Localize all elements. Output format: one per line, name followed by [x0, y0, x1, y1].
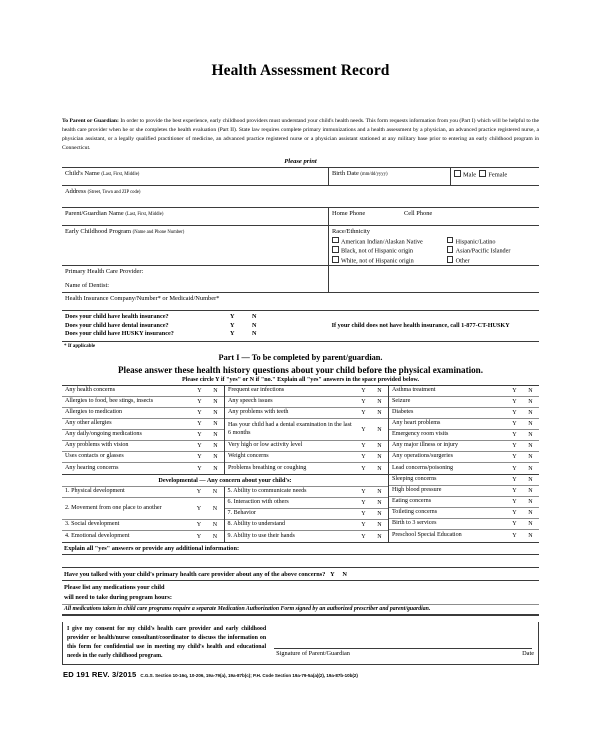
- no-option[interactable]: N: [377, 511, 382, 518]
- no-option[interactable]: N: [528, 465, 533, 472]
- primary-provider-field[interactable]: Primary Health Care Provider:: [65, 268, 144, 276]
- table-row[interactable]: [389, 508, 539, 519]
- child-name-field[interactable]: [62, 168, 329, 185]
- birth-date-hint: (mm/dd/yyyy): [360, 172, 388, 178]
- health-history-table: [62, 385, 539, 475]
- no-option[interactable]: N: [377, 500, 382, 507]
- yes-option[interactable]: Y: [197, 388, 202, 395]
- no-option[interactable]: N: [212, 489, 218, 496]
- table-row[interactable]: [389, 419, 539, 430]
- developmental-item-label: 9. Ability to use their hands: [227, 532, 295, 539]
- no-option[interactable]: N: [377, 410, 382, 417]
- insurance-question-label: Does your child have dental insurance?: [65, 321, 169, 329]
- table-row[interactable]: [62, 531, 224, 542]
- no-option[interactable]: N: [213, 388, 218, 395]
- insurance-question-husky: [65, 330, 329, 339]
- row-address: [62, 185, 539, 207]
- yes-option[interactable]: Y: [361, 443, 366, 450]
- insurance-yes-option[interactable]: Y: [230, 312, 235, 320]
- parent-guardian-intro: [62, 117, 539, 153]
- developmental-item-label: Preschool Special Education: [392, 531, 462, 538]
- insurance-no-option[interactable]: N: [252, 312, 257, 320]
- insurance-question-list: [62, 313, 329, 339]
- table-row[interactable]: [62, 520, 224, 531]
- part1-subheading: Please answer these health history questions about your child before the physical examination.: [117, 364, 484, 375]
- signature-line[interactable]: [274, 648, 532, 649]
- developmental-item-label: High blood pressure: [392, 487, 442, 494]
- developmental-item-label: 3. Social development: [65, 521, 120, 528]
- developmental-banner: Developmental — Any concern about your child's:: [62, 475, 388, 487]
- medication-authorization-note: All medications taken in child care programs require a separate Medication Authorization Form signed by an authorized prescriber and parent/guardian.: [62, 604, 539, 615]
- provider-discussion-label: Have you talked with your child's primary health care provider about any of the above concerns?: [64, 570, 326, 578]
- no-option[interactable]: N: [377, 426, 382, 433]
- sex-field[interactable]: [451, 168, 539, 185]
- sex-male-label: Male: [463, 171, 477, 179]
- birth-date-label: Birth Date: [332, 170, 359, 178]
- table-row[interactable]: [62, 397, 224, 408]
- row-providers: [62, 265, 539, 292]
- no-option[interactable]: N: [528, 488, 533, 495]
- race-option-label: Other: [455, 257, 470, 265]
- yes-option[interactable]: Y: [512, 532, 517, 539]
- child-name-hint: (Last, First, Middle): [101, 172, 140, 178]
- intro-lead: To Parent or Guardian:: [62, 118, 119, 124]
- no-option[interactable]: N: [528, 521, 533, 528]
- history-column-1: [62, 386, 225, 474]
- checkbox-icon-male[interactable]: [454, 170, 461, 177]
- yes-option[interactable]: Y: [512, 488, 517, 495]
- statute-citation: C.G.S. Section 10-16q, 10-206, 19a-79(a), 19a-87b(c); P.H. Code Section 19a-79-5a(a)(2), 19a-87b-10b(2): [140, 672, 358, 678]
- race-option-label: Black, not of Hispanic origin: [341, 247, 414, 255]
- checkbox-icon-hispanic[interactable]: [447, 237, 454, 244]
- race-options-column-right: [447, 236, 536, 265]
- row-program-and-race: [62, 225, 539, 265]
- no-option[interactable]: N: [213, 399, 218, 406]
- early-childhood-program-field[interactable]: [62, 226, 329, 265]
- checkbox-icon-asian[interactable]: [447, 246, 454, 253]
- insurance-yes-option[interactable]: Y: [230, 330, 235, 338]
- no-option[interactable]: N: [377, 454, 382, 461]
- developmental-item-label: Birth to 3 services: [392, 520, 437, 527]
- insurance-no-option[interactable]: N: [252, 330, 257, 338]
- no-option[interactable]: N: [377, 522, 382, 529]
- history-item-label: Uses contacts or glasses: [65, 453, 124, 460]
- form-id: ED 191 REV. 3/2015: [63, 669, 137, 679]
- no-option[interactable]: N: [528, 388, 533, 395]
- race-ethnicity-label: Race/Ethnicity: [332, 228, 370, 236]
- phone-fields: [329, 208, 539, 225]
- race-ethnicity-group: [329, 226, 539, 265]
- history-item-label: Any operations/surgeries: [392, 453, 453, 460]
- row-child-name: [62, 167, 539, 185]
- developmental-left-section: [62, 475, 389, 542]
- race-option-asian[interactable]: [447, 246, 536, 256]
- table-row[interactable]: [225, 419, 388, 441]
- no-option[interactable]: N: [528, 399, 533, 406]
- if-applicable-footnote: * If applicable: [64, 343, 96, 350]
- race-spacer: [329, 266, 539, 292]
- yes-option[interactable]: Y: [512, 443, 517, 450]
- yes-option[interactable]: Y: [512, 410, 517, 417]
- yes-option[interactable]: Y: [361, 410, 366, 417]
- no-option[interactable]: N: [377, 465, 382, 472]
- race-option-american-indian[interactable]: [332, 236, 447, 246]
- yes-option[interactable]: Y: [512, 499, 517, 506]
- table-row[interactable]: [62, 430, 224, 441]
- row-insurance-company: [62, 292, 539, 310]
- history-item-label: Asthma treatment: [392, 387, 436, 394]
- parent-name-label: Parent/Guardian Name: [65, 210, 124, 218]
- table-row[interactable]: [225, 487, 389, 498]
- race-option-label: Asian/Pacific Islander: [455, 247, 511, 255]
- table-row[interactable]: [389, 397, 539, 408]
- table-row[interactable]: [389, 386, 539, 397]
- sex-female-label: Female: [488, 171, 508, 179]
- table-row[interactable]: [225, 386, 388, 397]
- no-option[interactable]: N: [213, 421, 218, 428]
- husky-notice: If your child does not have health insurance, call 1-877-CT-HUSKY: [331, 322, 510, 330]
- yes-option[interactable]: Y: [512, 388, 517, 395]
- table-row[interactable]: [389, 463, 539, 474]
- yes-option[interactable]: Y: [361, 399, 366, 406]
- history-item-label: Diabetes: [392, 409, 414, 416]
- medications-field[interactable]: [62, 581, 539, 604]
- address-field[interactable]: [62, 186, 539, 207]
- history-item-label: Problems breathing or coughing: [228, 464, 307, 471]
- insurance-question-label: Does your child have health insurance?: [65, 312, 169, 320]
- developmental-item-label: 8. Ability to understand: [227, 521, 286, 528]
- table-row[interactable]: [225, 408, 388, 419]
- cell-phone-label[interactable]: Cell Phone: [404, 210, 433, 218]
- yes-option[interactable]: Y: [197, 454, 202, 461]
- insurance-question-dental: [65, 322, 329, 331]
- race-option-other[interactable]: [447, 256, 536, 266]
- table-row[interactable]: [225, 509, 389, 520]
- history-item-label: Seizure: [392, 398, 411, 405]
- form-footer: [62, 670, 539, 679]
- developmental-column-1: [62, 487, 225, 542]
- table-row[interactable]: [225, 397, 388, 408]
- developmental-column-2: [225, 487, 389, 542]
- provider-discussion-no[interactable]: N: [342, 570, 347, 578]
- history-item-label: Any heart problems: [392, 420, 441, 427]
- table-row[interactable]: [225, 520, 389, 531]
- part1-heading: Part I — To be completed by parent/guardian.: [218, 353, 383, 363]
- no-option[interactable]: N: [528, 410, 533, 417]
- row-parent-name: [62, 207, 539, 225]
- address-hint: (Street, Town and ZIP code): [87, 190, 141, 196]
- home-phone-label[interactable]: Home Phone: [332, 210, 366, 218]
- yes-option[interactable]: Y: [197, 421, 202, 428]
- table-row[interactable]: [225, 463, 388, 474]
- no-option[interactable]: N: [213, 465, 218, 472]
- identity-block: [62, 167, 539, 310]
- history-item-label: Very high or low activity level: [228, 442, 303, 449]
- history-column-2: [225, 386, 389, 474]
- yes-option[interactable]: Y: [361, 511, 366, 518]
- consent-statement: I give my consent for my child's health care provider and early childhood provider or health/nurse consultant/coordinator to discuss the information on this form for confidential use in meeting my child's health and educational needs in the early childhood program.: [67, 626, 267, 659]
- date-label: Date: [522, 650, 534, 658]
- no-option[interactable]: N: [377, 533, 382, 540]
- no-option[interactable]: N: [377, 388, 382, 395]
- developmental-item-label: 7. Behavior: [227, 510, 256, 517]
- parent-name-hint: (Last, First, Middle): [125, 212, 164, 218]
- yes-option[interactable]: Y: [196, 522, 202, 529]
- table-row[interactable]: [389, 519, 539, 530]
- form-sheet: [62, 0, 539, 679]
- developmental-columns: [62, 487, 388, 542]
- table-row[interactable]: [225, 498, 389, 509]
- yes-option[interactable]: Y: [197, 465, 202, 472]
- birth-date-field[interactable]: [329, 168, 451, 185]
- part1-instructions: Please circle Y if "yes" or N if "no." Explain all "yes" answers in the space provided below.: [181, 377, 419, 384]
- developmental-item-label: 2. Movement from one place to another: [65, 504, 162, 511]
- signature-area: [270, 622, 538, 664]
- history-item-label: Allergies to food, bee stings, insects: [65, 398, 154, 405]
- table-row[interactable]: [62, 441, 224, 452]
- no-option[interactable]: N: [377, 489, 382, 496]
- insurance-question-health: [65, 313, 329, 322]
- history-item-label: Has your child had a dental examination in the last 6 months: [228, 422, 352, 436]
- table-row[interactable]: [389, 530, 539, 541]
- history-item-label: Frequent ear infections: [228, 387, 285, 394]
- yes-option[interactable]: Y: [197, 399, 202, 406]
- no-option[interactable]: N: [528, 499, 533, 506]
- consent-block: [62, 622, 539, 665]
- no-option[interactable]: N: [528, 454, 533, 461]
- parent-name-field[interactable]: [62, 208, 329, 225]
- provider-dentist-fields: [62, 266, 329, 292]
- yes-option[interactable]: Y: [196, 505, 202, 512]
- yes-option[interactable]: Y: [197, 410, 202, 417]
- developmental-item-label: Sleeping concerns: [392, 476, 437, 483]
- yes-option[interactable]: Y: [197, 443, 202, 450]
- program-hint: (Name and Phone Number): [132, 230, 185, 236]
- checkbox-icon-female[interactable]: [479, 170, 486, 177]
- developmental-column-3: [389, 475, 539, 542]
- history-item-label: Any hearing concerns: [65, 464, 119, 471]
- medications-label-line1: Please list any medications your child: [64, 584, 165, 592]
- no-option[interactable]: N: [213, 432, 218, 439]
- provider-discussion-question: [62, 568, 539, 581]
- table-row[interactable]: [225, 452, 388, 463]
- history-item-label: Any daily/ongoing medications: [65, 431, 142, 438]
- yes-option[interactable]: Y: [361, 500, 366, 507]
- history-item-label: Emergency room visits: [392, 431, 449, 438]
- table-row[interactable]: [389, 452, 539, 463]
- yes-option[interactable]: Y: [512, 477, 517, 484]
- yes-option[interactable]: Y: [196, 489, 202, 496]
- insurance-no-option[interactable]: N: [252, 321, 257, 329]
- table-row[interactable]: [389, 408, 539, 419]
- signature-label: Signature of Parent/Guardian: [276, 650, 350, 658]
- yes-option[interactable]: Y: [361, 533, 366, 540]
- race-option-black[interactable]: [332, 246, 447, 256]
- no-option[interactable]: N: [528, 532, 533, 539]
- insurance-questions-block: [62, 310, 539, 342]
- yes-option[interactable]: Y: [512, 399, 517, 406]
- please-print-note: Please print: [284, 158, 317, 166]
- race-option-label: Hispanic/Latino: [455, 238, 496, 246]
- insurance-question-label: Does your child have HUSKY insurance?: [65, 330, 174, 338]
- race-option-white[interactable]: [332, 256, 447, 266]
- developmental-item-label: Eating concerns: [392, 498, 432, 505]
- explain-answer-input[interactable]: [62, 555, 539, 568]
- dentist-field[interactable]: Name of Dentist:: [65, 282, 110, 290]
- yes-option[interactable]: Y: [361, 522, 366, 529]
- yes-option[interactable]: Y: [361, 426, 366, 433]
- no-option[interactable]: N: [212, 505, 218, 512]
- race-option-label: White, not of Hispanic origin: [341, 257, 414, 265]
- yes-option[interactable]: Y: [196, 533, 202, 540]
- medications-label-line2: will need to take during program hours:: [64, 593, 172, 601]
- checkbox-icon-american-indian[interactable]: [332, 237, 339, 244]
- yes-option[interactable]: Y: [361, 465, 366, 472]
- race-option-hispanic[interactable]: [447, 236, 536, 246]
- history-item-label: Weight concerns: [228, 453, 269, 460]
- yes-option[interactable]: Y: [197, 432, 202, 439]
- no-option[interactable]: N: [212, 522, 218, 529]
- no-option[interactable]: N: [528, 477, 533, 484]
- no-option[interactable]: N: [212, 533, 218, 540]
- table-row[interactable]: [62, 498, 224, 520]
- table-row[interactable]: [62, 419, 224, 430]
- table-row[interactable]: [389, 430, 539, 441]
- race-options-column-left: [332, 236, 447, 265]
- no-option[interactable]: N: [528, 421, 533, 428]
- insurance-yes-option[interactable]: Y: [230, 321, 235, 329]
- race-option-label: American Indian/Alaskan Native: [341, 238, 423, 246]
- yes-option[interactable]: Y: [361, 454, 366, 461]
- intro-body: In order to provide the best experience, early childhood providers must understand your child's health needs. This form requests information from you (Part I) which will be helpful to the health care provider when he or she completes the health evaluation (Part II). State law requires complete primary immunizations and a health assessment by a physician, an advanced practice registered nurse, a physician assistant, or a legally qualified practitioner of medicine, an advanced practice registered nurse or a physician assistant stationed at any military base prior to entering an early childhood program in Connecticut.: [62, 118, 540, 152]
- no-option[interactable]: N: [528, 510, 533, 517]
- consent-top-rule: [62, 615, 539, 616]
- yes-option[interactable]: Y: [512, 510, 517, 517]
- developmental-table: [62, 475, 539, 543]
- history-item-label: Any problems with vision: [65, 442, 129, 449]
- address-label: Address: [65, 188, 86, 196]
- no-option[interactable]: N: [528, 432, 533, 439]
- yes-option[interactable]: Y: [512, 454, 517, 461]
- yes-option[interactable]: Y: [361, 489, 366, 496]
- program-label: Early Childhood Program: [65, 228, 132, 236]
- table-row[interactable]: [62, 452, 224, 463]
- history-item-label: Any health concerns: [65, 387, 116, 394]
- insurance-company-field[interactable]: Health Insurance Company/Number* or Medicaid/Number*: [65, 295, 220, 303]
- table-row[interactable]: [389, 475, 539, 486]
- history-item-label: Allergies to medication: [65, 409, 123, 416]
- table-row[interactable]: [62, 386, 224, 397]
- history-item-label: Any major illness or injury: [392, 442, 459, 449]
- yes-option[interactable]: Y: [512, 421, 517, 428]
- developmental-item-label: 4. Emotional development: [65, 532, 130, 539]
- yes-option[interactable]: Y: [512, 465, 517, 472]
- history-item-label: Any problems with teeth: [228, 409, 289, 416]
- history-item-label: Any other allergies: [65, 420, 112, 427]
- no-option[interactable]: N: [377, 443, 382, 450]
- yes-option[interactable]: Y: [512, 432, 517, 439]
- history-item-label: Any speech issues: [228, 398, 273, 405]
- no-option[interactable]: N: [213, 443, 218, 450]
- history-item-label: Lead concerns/poisoning: [392, 464, 454, 471]
- provider-discussion-yes[interactable]: Y: [330, 570, 335, 578]
- explain-yes-answers-label: Explain all "yes" answers or provide any additional information:: [62, 543, 539, 555]
- no-option[interactable]: N: [528, 443, 533, 450]
- table-row[interactable]: [389, 441, 539, 452]
- table-row[interactable]: [62, 487, 224, 498]
- table-row[interactable]: [389, 497, 539, 508]
- table-row[interactable]: [389, 486, 539, 497]
- developmental-item-label: Toileting concerns: [392, 509, 438, 516]
- race-options-grid: [332, 236, 536, 265]
- table-row[interactable]: [62, 463, 224, 474]
- no-option[interactable]: N: [377, 399, 382, 406]
- page-title: Health Assessment Record: [211, 62, 390, 79]
- checkbox-icon-black[interactable]: [332, 246, 339, 253]
- yes-option[interactable]: Y: [361, 388, 366, 395]
- yes-option[interactable]: Y: [512, 521, 517, 528]
- no-option[interactable]: N: [213, 410, 218, 417]
- no-option[interactable]: N: [213, 454, 218, 461]
- signature-labels: [276, 650, 534, 657]
- child-name-label: Child's Name: [65, 170, 100, 178]
- developmental-item-label: 1. Physical development: [65, 488, 125, 495]
- developmental-item-label: 6. Interaction with others: [227, 499, 289, 506]
- checkbox-icon-other[interactable]: [447, 256, 454, 263]
- checkbox-icon-white[interactable]: [332, 256, 339, 263]
- table-row[interactable]: [62, 408, 224, 419]
- table-row[interactable]: [225, 531, 389, 542]
- developmental-item-label: 5. Ability to communicate needs: [227, 488, 307, 495]
- history-column-3: [389, 386, 539, 474]
- table-row[interactable]: [225, 441, 388, 452]
